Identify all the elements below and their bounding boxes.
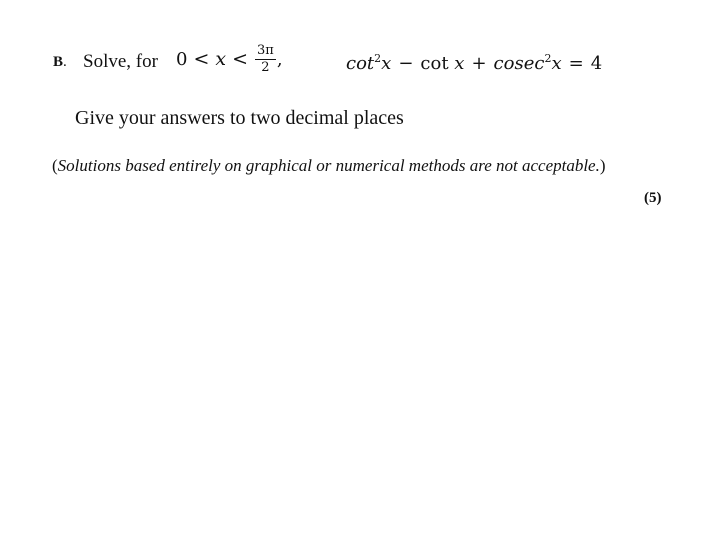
cot-function: cot [346, 53, 375, 74]
minus-sign: − [398, 53, 414, 74]
note-open-paren: ( [52, 156, 58, 175]
equation-rhs: 4 [590, 53, 603, 74]
less-than-symbol: < [193, 48, 210, 71]
cot-squared-variable: x [381, 53, 392, 74]
cot-term-variable: x [454, 53, 465, 74]
note-close-paren: ) [599, 156, 606, 175]
note-text: Solutions based entirely on graphical or numerical methods are not acceptable. [57, 156, 600, 175]
plus-sign: + [471, 53, 487, 74]
cot-plain-function: cot [420, 53, 449, 74]
cosec-variable: x [551, 53, 562, 74]
marks-indicator: (5) [644, 190, 662, 206]
fraction [255, 44, 276, 74]
cot-term [420, 53, 464, 74]
domain-inequality [176, 44, 283, 74]
question-letter: B [53, 54, 64, 70]
cot-squared-term [346, 52, 391, 74]
cot-exponent: 2 [374, 52, 382, 65]
less-than-symbol-2: < [232, 48, 249, 71]
trig-equation [346, 52, 602, 74]
domain-variable: x [215, 48, 227, 71]
method-note [52, 156, 606, 176]
solve-prompt: Solve, for [83, 51, 158, 72]
domain-lower-bound: 0 [176, 48, 188, 70]
domain-upper-bound [254, 44, 283, 74]
fraction-denominator: 2 [261, 59, 270, 75]
cosec-function: cosec [493, 53, 545, 74]
fraction-numerator: 3π [257, 43, 274, 58]
equals-sign: = [568, 53, 584, 74]
question-label [53, 54, 67, 71]
decimal-places-instruction: Give your answers to two decimal places [75, 107, 404, 129]
cosec-exponent: 2 [544, 52, 552, 65]
cosec-squared-term [494, 52, 562, 74]
question-label-dot: . [63, 54, 67, 70]
domain-trailing-comma: , [276, 48, 283, 70]
